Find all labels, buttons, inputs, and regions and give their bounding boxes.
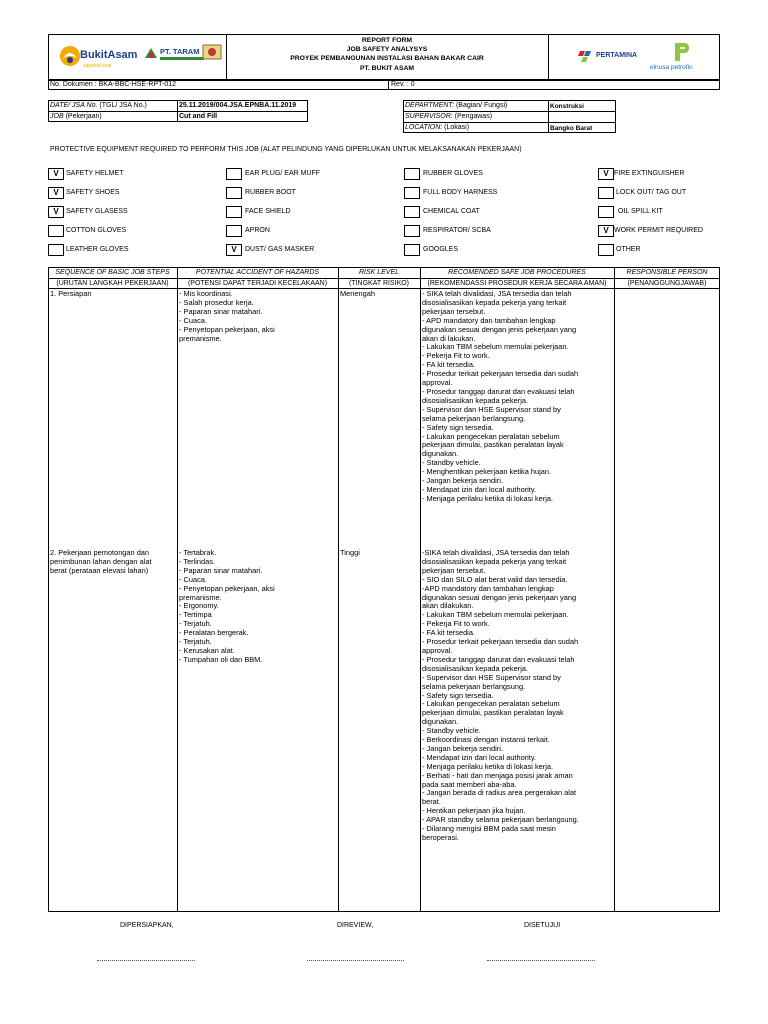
department-label: DEPARTMENT: (Bagian/ Fungsi) [405,102,508,109]
ppe-label-other: OTHER [616,246,641,253]
col-header-steps: SEQUENCE OF BASIC JOB STEPS [55,269,170,276]
row2-hazards: - Tertabrak. - Terlindas. - Paparan sinar matahari. - Cuaca. - Penyetopan pekerjaan, aksi premanisme. - Ergonomy. - Tertimpa - Terjatuh. - Peralatan bergerak. - Terjatuh. - Kerusakan alat. - Tumpahan oli dan BBM. [179,548,275,664]
location-label: LOCATION: (Lokasi) [405,124,470,131]
ppe-checkbox-dust-gas-masker[interactable]: V [226,244,242,256]
ppe-checkbox-ear-plug[interactable] [226,168,242,180]
ppe-label-rubber-boot: RUBBER BOOT [245,189,296,196]
ppe-label-respirator: RESPIRATOR/ SCBA [423,227,491,234]
bukitasam-tagline: beyond coal [84,63,111,69]
signature-line-reviewed [307,960,404,961]
pertamina-logo-icon [578,49,594,63]
title-line-2: JOB SAFETY ANALYSYS [346,46,428,54]
ppe-label-leather-gloves: LEATHER GLOVES [66,246,129,253]
elnusa-logo [648,42,718,76]
signature-prepared-label: DIPERSIAPKAN, [120,922,174,929]
bukitasam-logo-text: BukitAsam [80,49,138,61]
taram-logo-text: PT. TARAM [160,47,200,56]
ppe-label-work-permit: WORK PERMIT REQUIRED [614,227,703,234]
ppe-checkbox-safety-helmet[interactable]: V [48,168,64,180]
row1-risk: Menengah [340,289,375,298]
ppe-label-safety-glasess: SAFETY GLASESS [66,208,128,215]
doc-number: No. Dokumen : BKA-BBC-HSE-RPT-012 [50,81,177,88]
title-line-1: REPORT FORM [361,37,413,44]
signature-line-approved [487,960,595,961]
ppe-checkbox-lock-out[interactable] [598,187,614,199]
ppe-label-lock-out: LOCK OUT/ TAG OUT [616,189,687,196]
ppe-checkbox-cotton-gloves[interactable] [48,225,64,237]
job-value: Cut and Fill [179,113,218,120]
location-value: Bangko Barat [550,125,593,132]
col-subheader-steps: (URUTAN LANGKAH PEKERJAAN) [56,280,169,287]
signature-line-prepared [97,960,195,961]
col-subheader-risk: (TINGKAT RISIKO) [348,280,410,287]
signature-reviewed-label: DIREVIEW, [337,922,374,929]
taram-logo-bar [160,57,204,60]
ppe-checkbox-oil-spill-kit[interactable] [598,206,614,218]
ppe-checkbox-full-body-harness[interactable] [404,187,420,199]
ppe-label-chemical-coat: CHEMICAL COAT [423,208,480,215]
pertamina-logo-text: PERTAMINA [596,52,638,59]
ppe-checkbox-safety-glasess[interactable]: V [48,206,64,218]
ppe-checkbox-fire-extinguisher[interactable]: V [598,168,614,180]
row1-step: 1. Persiapan [50,289,92,298]
bukitasam-logo-icon [58,44,82,68]
partner-emblem-icon [202,44,222,60]
col-header-risk: RISK LEVEL [358,269,400,276]
ppe-label-safety-shoes: SAFETY SHOES [66,189,120,196]
supervisor-label: SUPERVISOR: (Pengawas) [405,113,493,120]
row2-step: 2. Pekerjaan pemotongan dan penimbunan lahan dengan alat berat (perataan elevasi lahan) [50,548,152,575]
revision: Rev. : 0 [391,81,415,88]
signature-approved-label: DISETUJUI [524,922,561,929]
ppe-title: PROTECTIVE EQUIPMENT REQUIRED TO PERFORM THIS JOB (ALAT PELINDUNG YANG DIPERLUKAN UNTUK MELAKSANAKAN PEKERJAAN) [50,146,522,153]
col-header-responsible: RESPONSIBLE PERSON [626,269,708,276]
taram-logo [144,44,224,68]
ppe-checkbox-other[interactable] [598,244,614,256]
col-header-hazards: POTENTIAL ACCIDENT OF HAZARDS [195,269,320,276]
department-value: Konstruksi [550,103,584,110]
ppe-label-rubber-gloves: RUBBER GLOVES [423,170,483,177]
ppe-label-full-body-harness: FULL BODY HARNESS [423,189,498,196]
title-line-3: PROYEK PEMBANGUNAN INSTALASI BAHAN BAKAR CAIR [290,55,484,63]
date-label: DATE/ JSA No. (TGL/ JSA No.) [50,102,147,109]
row1-hazards: - Mis koordinasi. - Salah prosedur kerja. - Paparan sinar matahari. - Cuaca. - Penyetopan pekerjaan, aksi premanisme. [179,289,275,343]
ppe-checkbox-safety-shoes[interactable]: V [48,187,64,199]
ppe-label-fire-extinguisher: FIRE EXTINGUISHER [614,170,685,177]
ppe-label-safety-helmet: SAFETY HELMET [66,170,124,177]
elnusa-logo-icon [672,42,690,62]
ppe-checkbox-respirator[interactable] [404,225,420,237]
ppe-label-googles: GOOGLES [423,246,459,253]
taram-logo-icon [144,46,158,60]
ppe-checkbox-googles[interactable] [404,244,420,256]
title-line-4: PT. BUKIT ASAM [359,64,415,72]
col-subheader-hazards: (POTENSI DAPAT TERJADI KECELAKAAN) [187,280,328,287]
col-subheader-procedures: (REKOMENDASSI PROSEDUR KERJA SECARA AMAN) [427,280,607,287]
report-title [226,36,548,73]
col-subheader-responsible: (PENANGGUNGJAWAB) [627,280,707,287]
col-header-procedures: RECOMENDED SAFE JOB PROCEDURES [448,269,586,276]
ppe-label-dust-gas-masker: DUST/ GAS MASKER [245,246,315,253]
pertamina-logo [578,48,638,66]
ppe-checkbox-work-permit[interactable]: V [598,225,614,237]
ppe-label-ear-plug: EAR PLUG/ EAR MUFF [245,170,321,177]
jsa-table [48,267,720,912]
row2-procedures: -SIKA telah divalidasi, JSA tersedia dan telah disosialisasikan kepada pekerja yang terkait pekerjaan tersebut. - SIO dan SILO alat berat valid dan tersedia. -APD mandatory dan tambahan lengkap digunakan sesuai dengan jenis pekerjaan yang akan dilakukan. - Lakukan TBM sebelum memulai pekerjaan. - Pekerja Fit to work. - FA kit tersedia. - Prosedur terkait pekerjaan tersedia dan sudah approval. - Prosedur tanggap darurat dan evakuasi telah disosialisasikan kepada pekerja. - Supervisor dan HSE Supervisor stand by selama pekerjaan berlangsung. - Safety sign tersedia. - Lakukan pengecekan peralatan sebelum pekerjaan dimulai, pastikan peralatan layak digunakan. - Standby vehicle. - Berkoordinasi dengan instansi terkait. - Jangan bekerja sendiri. - Mendapat izin dari local authority. - Menjaga perilaku ketika di lokasi kerja. - Berhati - hati dan menjaga posisi jarak aman pada saat memberi aba-aba. - Jangan berada di radius area pergerakan alat berat. - Hentikan pekerjaan jika hujan. - APAR standby selama pekerjaan berlangsung. - Dilarang mengisi BBM pada saat mesin beroperasi. [422,548,579,842]
ppe-checkbox-rubber-boot[interactable] [226,187,242,199]
row1-procedures: - SIKA telah divalidasi, JSA tersedia dan telah disosialisasikan kepada pekerja yang terkait pekerjaan tersebut. - APD mandatory dan tambahan lengkap digunakan sesuai dengan jenis pekerjaan yang akan di lakukan. - Lakukan TBM sebelum memulai pekerjaan. - Pekerja Fit to work. - FA kit tersedia. - Prosedur terkait pekerjaan tersedia dan sudah approval. - Prosedur tanggap darurat dan evakuasi telah disosialisasikan kepada pekerja. - Supervisor dan HSE Supervisor stand by selama pekerjaan berlangsung. - Safety sign tersedia. - Lakukan pengecekan peralatan sebelum pekerjaan dimulai, pastikan peralatan layak digunakan. - Standby vehicle. - Menghentikan pekerjaan ketika hujan. - Jangan bekerja sendiri. - Mendapat izin dari local authority. - Menjaga perilaku ketika di lokasi kerja. [422,289,579,503]
ppe-checkbox-apron[interactable] [226,225,242,237]
ppe-checkbox-leather-gloves[interactable] [48,244,64,256]
ppe-label-cotton-gloves: COTTON GLOVES [66,227,127,234]
bukitasam-logo [58,42,138,72]
ppe-label-oil-spill-kit: OIL SPILL KIT [618,208,663,215]
ppe-checkbox-rubber-gloves[interactable] [404,168,420,180]
ppe-label-face-shield: FACE SHIELD [245,208,291,215]
row2-risk: Tinggi [340,548,360,557]
job-label: JOB (Pekerjaan) [50,113,102,120]
ppe-checkbox-chemical-coat[interactable] [404,206,420,218]
ppe-label-apron: APRON [245,227,270,234]
ppe-checkbox-face-shield[interactable] [226,206,242,218]
elnusa-logo-text: elnusa petrofin [650,64,693,71]
date-value: 25.11.2019/004.JSA.EPNBA.11.2019 [179,102,297,109]
